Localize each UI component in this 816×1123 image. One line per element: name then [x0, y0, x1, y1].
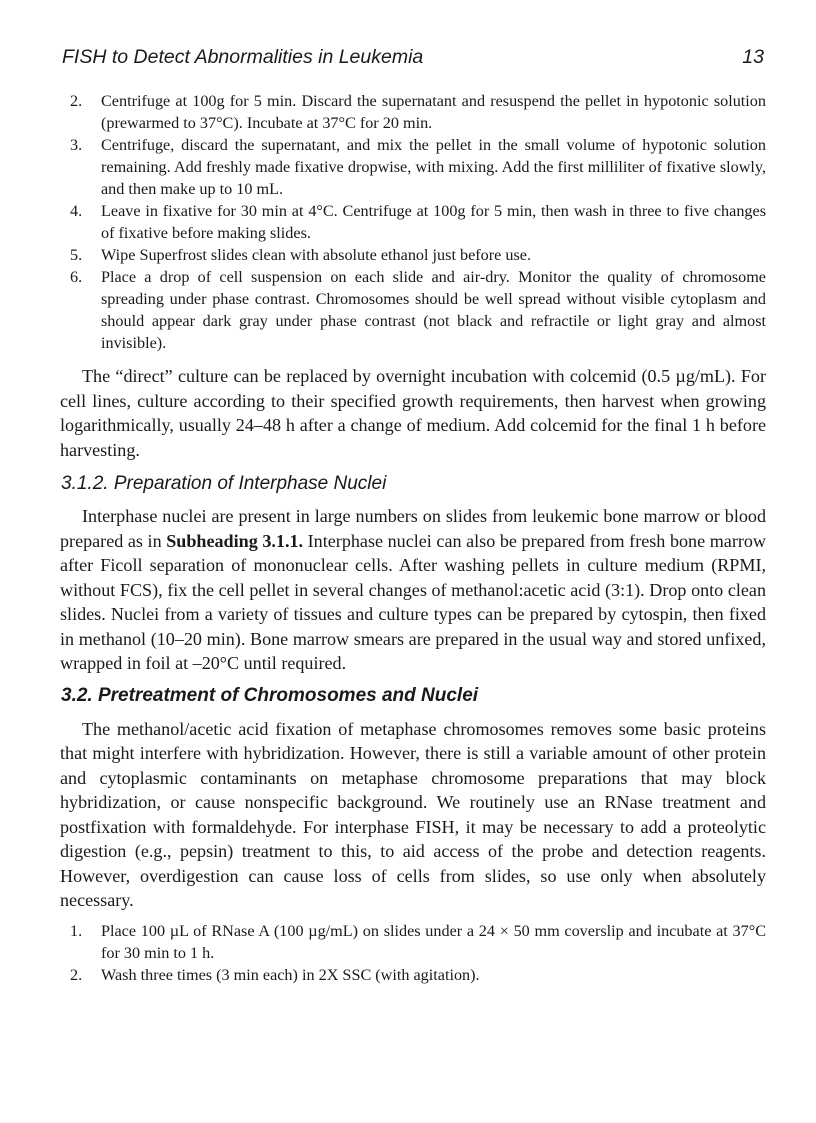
- protocol-step: [60, 200, 766, 244]
- protocol-step: [60, 920, 766, 964]
- step-number: 2.: [70, 965, 83, 984]
- step-number: 6.: [70, 268, 83, 286]
- step-number: 2.: [70, 92, 83, 110]
- paragraph-text: Interphase nuclei are present in large numbers on slides from leukemic bone marrow or blood prepared as in: [60, 506, 766, 551]
- section-heading-3-1-2: 3.1.2. Preparation of Interphase Nuclei: [61, 473, 387, 494]
- page-number: 13: [742, 46, 764, 68]
- step-text: Wash three times (3 min each) in 2X SSC (with agitation).: [101, 965, 480, 984]
- protocol-step: [60, 90, 766, 134]
- interphase-nuclei-paragraph: [60, 504, 766, 676]
- step-text: Centrifuge, discard the supernatant, and mix the pellet in the small volume of hypotonic solution remaining. Add freshly made fixative dropwise, with mixing. Add the first milliliter of fixative slowly, and then make up to 10 mL.: [101, 136, 766, 198]
- step-text: Centrifuge at 100g for 5 min. Discard the supernatant and resuspend the pellet in hypotonic solution (prewarmed to 37°C). Incubate at 37°C for 20 min.: [101, 92, 766, 132]
- step-text: Wipe Superfrost slides clean with absolute ethanol just before use.: [101, 246, 532, 264]
- pretreatment-paragraph: The methanol/acetic acid fixation of metaphase chromosomes removes some basic proteins that might interfere with hybridization. However, there is still a variable amount of other protein and cytoplasmic contaminants on metaphase chromosome preparations that may block hybridization, or cause nonspecific background. We routinely use an RNase treatment and postfixation with formaldehyde. For interphase FISH, it may be necessary to add a proteolytic digestion (e.g., pepsin) treatment to this, to aid access of the probe and detection reagents. However, overdigestion can cause loss of cells from slides, so use only when absolutely necessary.: [60, 718, 766, 910]
- subheading-reference: Subheading 3.1.1.: [166, 530, 304, 551]
- step-number: 4.: [70, 202, 83, 220]
- paragraph-text: Interphase nuclei can also be prepared from fresh bone marrow after Ficoll separation of mononuclear cells. After washing pellets in culture medium (RPMI, without FCS), fix the cell pellet in several changes of methanol:acetic acid (3:1). Drop onto clean slides. Nuclei from a variety of tissues and culture types can be prepared by cytospin, then fixed in methanol (10–20 min). Bone marrow smears are prepared in the usual way and stored unfixed, wrapped in foil at –20°C until required.: [60, 530, 766, 673]
- pretreatment-steps: [60, 920, 766, 986]
- step-text: Place a drop of cell suspension on each slide and air-dry. Monitor the quality of chromosome spreading under phase contrast. Chromosomes should be well spread without visible cytoplasm and should appear dark gray under phase contrast (not black and refractile or light gray and almost invisible).: [101, 268, 766, 352]
- protocol-step: [60, 134, 766, 200]
- protocol-step: [60, 266, 766, 354]
- step-number: 3.: [70, 136, 83, 154]
- protocol-steps-continued: [60, 90, 766, 354]
- section-heading-3-2: 3.2. Pretreatment of Chromosomes and Nuclei: [61, 684, 479, 706]
- step-text: Place 100 µL of RNase A (100 µg/mL) on slides under a 24 × 50 mm coverslip and incubate at 37°C for 30 min to 1 h.: [101, 921, 766, 962]
- step-number: 5.: [70, 246, 83, 264]
- step-number: 1.: [70, 921, 83, 940]
- page-body: [60, 90, 766, 986]
- protocol-step: [60, 244, 766, 266]
- running-head-title: FISH to Detect Abnormalities in Leukemia: [62, 46, 424, 68]
- protocol-step: [60, 964, 766, 986]
- direct-culture-paragraph: The “direct” culture can be replaced by overnight incubation with colcemid (0.5 µg/mL). For cell lines, culture according to their specified growth requirements, then harvest when growing logarithmically, usually 24–48 h after a change of medium. Add colcemid for the final 1 h before harvesting.: [60, 366, 766, 460]
- step-text: Leave in fixative for 30 min at 4°C. Centrifuge at 100g for 5 min, then wash in three to five changes of fixative before making slides.: [101, 202, 766, 242]
